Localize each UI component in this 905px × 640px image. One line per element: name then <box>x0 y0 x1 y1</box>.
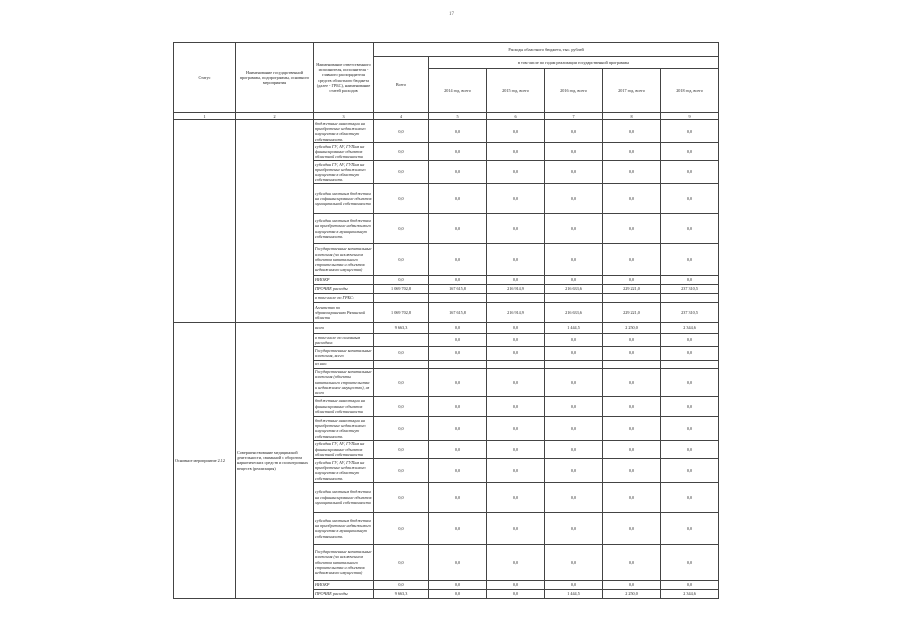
value-cell <box>603 360 661 368</box>
value-cell: 0,0 <box>661 396 719 416</box>
row-label: Государственные капитальные вложения, всего <box>315 347 372 358</box>
value-cell <box>661 294 719 303</box>
value-cell: 0,0 <box>374 416 429 440</box>
header-year-2016: 2016 год, всего <box>545 69 603 113</box>
value-cell: 0,0 <box>661 440 719 458</box>
value-cell: 0,0 <box>487 482 545 512</box>
value-cell: 9 663,3 <box>374 589 429 598</box>
value-cell: 0,0 <box>487 346 545 360</box>
value-cell: 0,0 <box>374 396 429 416</box>
table-row <box>174 120 719 143</box>
value-cell: 0,0 <box>487 184 545 214</box>
value-cell: 0,0 <box>603 143 661 161</box>
value-cell: 0,0 <box>429 368 487 396</box>
value-cell: 1 444,5 <box>545 589 603 598</box>
value-cell: 0,0 <box>545 512 603 544</box>
value-cell: 0,0 <box>487 580 545 589</box>
value-cell: 0,0 <box>429 184 487 214</box>
value-cell: 0,0 <box>429 416 487 440</box>
activity-name: Совершенствование медицинской деятельности, связанной с оборотом наркотических средств и психотропных веществ (реализация) <box>236 323 314 599</box>
value-cell: 0,0 <box>545 458 603 482</box>
value-cell: 0,0 <box>429 544 487 580</box>
value-cell: 0,0 <box>374 184 429 214</box>
value-cell: 0,0 <box>545 244 603 276</box>
row-label: Государственные капитальные вложения (за исключением объектов капитального строительства и объектов недвижимого имущества) <box>314 244 374 276</box>
value-cell: 229 221,0 <box>603 285 661 294</box>
value-cell: 0,0 <box>661 346 719 360</box>
value-cell: 0,0 <box>374 482 429 512</box>
value-cell: 0,0 <box>487 512 545 544</box>
value-cell <box>487 360 545 368</box>
value-cell: 0,0 <box>545 416 603 440</box>
value-cell: 0,0 <box>429 334 487 347</box>
value-cell: 0,0 <box>661 184 719 214</box>
column-number: 7 <box>545 113 603 120</box>
column-number: 8 <box>603 113 661 120</box>
value-cell: 0,0 <box>661 482 719 512</box>
value-cell: 0,0 <box>429 346 487 360</box>
value-cell: 0,0 <box>487 368 545 396</box>
value-cell: 0,0 <box>429 214 487 244</box>
value-cell: 0,0 <box>374 580 429 589</box>
empty-status-cell <box>174 120 236 323</box>
value-cell: 0,0 <box>429 396 487 416</box>
row-label: субсидии местным бюджетам на софинансирование объектов муниципальной собственности <box>314 482 374 512</box>
row-label: бюджетные инвестиции на приобретение недвижимого имущества в областную собственность <box>314 120 374 143</box>
value-cell: 0,0 <box>661 143 719 161</box>
value-cell: 237 310,5 <box>661 285 719 294</box>
value-cell: 0,0 <box>545 346 603 360</box>
column-number: 2 <box>236 113 314 120</box>
value-cell: 0,0 <box>429 512 487 544</box>
value-cell <box>374 360 429 368</box>
value-cell: 0,0 <box>429 589 487 598</box>
value-cell: 0,0 <box>429 244 487 276</box>
value-cell: 0,0 <box>429 440 487 458</box>
value-cell: 0,0 <box>603 396 661 416</box>
header-by-years: в том числе по годам реализации государственной программы <box>429 57 719 69</box>
value-cell: 0,0 <box>661 334 719 347</box>
value-cell: 0,0 <box>603 276 661 285</box>
row-label: в том числе по основным расходам: <box>314 334 374 347</box>
value-cell: 0,0 <box>603 544 661 580</box>
page-number: 17 <box>449 12 454 17</box>
value-cell: 0,0 <box>374 120 429 143</box>
column-number: 9 <box>661 113 719 120</box>
value-cell: 0,0 <box>429 323 487 334</box>
value-cell: 0,0 <box>545 214 603 244</box>
value-cell: 0,0 <box>374 244 429 276</box>
row-label: НИОКР <box>314 276 374 285</box>
row-label: в том числе по ГРБС: <box>314 294 374 303</box>
value-cell: 0,0 <box>429 161 487 184</box>
value-cell: 0,0 <box>429 580 487 589</box>
value-cell: 0,0 <box>603 184 661 214</box>
value-cell: 0,0 <box>374 161 429 184</box>
value-cell: 0,0 <box>545 396 603 416</box>
value-cell: 0,0 <box>545 440 603 458</box>
value-cell: 0,0 <box>545 368 603 396</box>
value-cell: 0,0 <box>374 276 429 285</box>
activity-status: Основное мероприятие 2.12 <box>174 323 236 599</box>
row-label: из них: <box>314 360 374 368</box>
value-cell: 0,0 <box>429 458 487 482</box>
row-label: субсидии ГУ, АУ, ГУПам на финансирование объектов областной собственности <box>314 143 374 161</box>
value-cell: 0,0 <box>545 544 603 580</box>
value-cell: 0,0 <box>603 440 661 458</box>
value-cell <box>603 294 661 303</box>
value-cell: 0,0 <box>487 458 545 482</box>
value-cell: 0,0 <box>603 214 661 244</box>
value-cell: 0,0 <box>545 184 603 214</box>
value-cell: 2 344,6 <box>661 323 719 334</box>
value-cell: 0,0 <box>545 276 603 285</box>
value-cell: 0,0 <box>545 580 603 589</box>
value-cell: 0,0 <box>661 512 719 544</box>
value-cell: 167 615,8 <box>429 285 487 294</box>
value-cell: 0,0 <box>603 482 661 512</box>
column-number: 3 <box>314 113 374 120</box>
value-cell: 0,0 <box>661 458 719 482</box>
value-cell: 0,0 <box>374 544 429 580</box>
row-label: Агентство по здравоохранению Рязанской области <box>314 303 374 323</box>
value-cell: 0,0 <box>429 143 487 161</box>
value-cell: 0,0 <box>603 346 661 360</box>
row-label: бюджетные инвестиции на приобретение недвижимого имущества в областную собственность <box>314 416 374 440</box>
value-cell: 0,0 <box>545 161 603 184</box>
header-expenses-group: Расходы областного бюджета, тыс. рублей <box>374 43 719 57</box>
value-cell: 0,0 <box>603 120 661 143</box>
table-row <box>174 323 719 334</box>
value-cell: 0,0 <box>545 482 603 512</box>
value-cell: 2 250,0 <box>603 323 661 334</box>
value-cell: 0,0 <box>374 346 429 360</box>
value-cell <box>374 334 429 347</box>
value-cell <box>429 360 487 368</box>
value-cell: 216 633,6 <box>545 285 603 294</box>
value-cell: 0,0 <box>603 368 661 396</box>
column-numbers-row <box>174 113 719 120</box>
value-cell: 0,0 <box>487 120 545 143</box>
row-label: бюджетные инвестиции на финансирование объектов областной собственности <box>314 396 374 416</box>
value-cell: 0,0 <box>661 368 719 396</box>
value-cell: 0,0 <box>487 396 545 416</box>
value-cell: 0,0 <box>487 416 545 440</box>
value-cell: 0,0 <box>487 440 545 458</box>
column-number: 4 <box>374 113 429 120</box>
value-cell: 0,0 <box>487 544 545 580</box>
value-cell: 167 615,8 <box>429 303 487 323</box>
value-cell: 0,0 <box>429 276 487 285</box>
header-year-2017: 2017 год, всего <box>603 69 661 113</box>
value-cell: 0,0 <box>545 143 603 161</box>
value-cell: 0,0 <box>661 161 719 184</box>
value-cell: 1 069 702,8 <box>374 303 429 323</box>
header-program-name: Наименование государственной программы, подпрограммы, основного мероприятия <box>236 43 314 113</box>
value-cell: 2 250,0 <box>603 589 661 598</box>
value-cell: 9 663,3 <box>374 323 429 334</box>
column-number: 1 <box>174 113 236 120</box>
value-cell: 0,0 <box>429 120 487 143</box>
value-cell: 0,0 <box>661 120 719 143</box>
empty-name-cell <box>236 120 314 323</box>
value-cell: 0,0 <box>603 244 661 276</box>
value-cell: 0,0 <box>487 161 545 184</box>
value-cell: 216 633,6 <box>545 303 603 323</box>
value-cell: 0,0 <box>487 334 545 347</box>
value-cell: 0,0 <box>661 276 719 285</box>
value-cell: 0,0 <box>487 276 545 285</box>
value-cell: 0,0 <box>374 368 429 396</box>
value-cell: 0,0 <box>487 214 545 244</box>
column-number: 5 <box>429 113 487 120</box>
value-cell: 0,0 <box>374 440 429 458</box>
value-cell: 2 344,6 <box>661 589 719 598</box>
row-label: НИОКР <box>314 580 374 589</box>
value-cell: 0,0 <box>374 458 429 482</box>
header-executor: Наименование ответственного исполнителя, исполнителя - главного распорядителя средств областного бюджета (далее - ГРБС), наименование статей расходов <box>314 43 374 113</box>
value-cell: 0,0 <box>487 323 545 334</box>
value-cell: 0,0 <box>603 161 661 184</box>
row-label: субсидии местным бюджетам на приобретение недвижимого имущества в муниципальную собственность <box>314 214 374 244</box>
header-year-2018: 2018 год, всего <box>661 69 719 113</box>
value-cell: 0,0 <box>661 580 719 589</box>
row-label: субсидии ГУ, АУ, ГУПам на приобретение недвижимого имущества в областную собственность <box>314 458 374 482</box>
value-cell: 216 914,9 <box>487 303 545 323</box>
column-number: 6 <box>487 113 545 120</box>
value-cell: 216 914,9 <box>487 285 545 294</box>
value-cell <box>545 360 603 368</box>
value-cell: 0,0 <box>545 334 603 347</box>
value-cell: 0,0 <box>661 544 719 580</box>
value-cell: 0,0 <box>603 458 661 482</box>
value-cell: 0,0 <box>603 512 661 544</box>
value-cell <box>374 294 429 303</box>
value-cell: 0,0 <box>429 482 487 512</box>
value-cell: 1 444,5 <box>545 323 603 334</box>
value-cell: 229 221,0 <box>603 303 661 323</box>
value-cell: 0,0 <box>603 580 661 589</box>
value-cell <box>661 360 719 368</box>
value-cell: 0,0 <box>661 244 719 276</box>
header-total: Всего <box>374 57 429 113</box>
row-label: субсидии ГУ, АУ, ГУПам на финансирование объектов областной собственности <box>314 440 374 458</box>
row-label: субсидии местным бюджетам на софинансирование объектов муниципальной собственности <box>314 184 374 214</box>
row-label: Государственные капитальные вложения (за исключением объектов капитального строительства и объектов недвижимого имущества) <box>314 544 374 580</box>
value-cell: 0,0 <box>487 589 545 598</box>
value-cell: 0,0 <box>374 512 429 544</box>
value-cell <box>545 294 603 303</box>
row-label: субсидии местным бюджетам на приобретение недвижимого имущества в муниципальную собственность <box>314 512 374 544</box>
value-cell: 237 310,5 <box>661 303 719 323</box>
value-cell: 0,0 <box>603 334 661 347</box>
row-label: ПРОЧИЕ расходы <box>314 285 374 294</box>
value-cell: 0,0 <box>487 143 545 161</box>
value-cell: 1 069 702,8 <box>374 285 429 294</box>
value-cell: 0,0 <box>487 244 545 276</box>
budget-table <box>173 42 719 599</box>
header-year-2015: 2015 год, всего <box>487 69 545 113</box>
header-status: Статус <box>174 43 236 113</box>
value-cell <box>429 294 487 303</box>
value-cell: 0,0 <box>661 214 719 244</box>
value-cell: 0,0 <box>374 214 429 244</box>
header-year-2014: 2014 год, всего <box>429 69 487 113</box>
row-label: ПРОЧИЕ расходы <box>314 589 374 598</box>
row-label: всего <box>314 323 374 334</box>
value-cell: 0,0 <box>545 120 603 143</box>
row-label: субсидии ГУ, АУ, ГУПам на приобретение недвижимого имущества в областную собственность <box>314 161 374 184</box>
row-label: Государственные капитальные вложения (объекты капитального строительства и недвижимое имущество), из всего <box>315 369 372 395</box>
value-cell: 0,0 <box>374 143 429 161</box>
value-cell: 0,0 <box>603 416 661 440</box>
value-cell: 0,0 <box>661 416 719 440</box>
value-cell <box>487 294 545 303</box>
